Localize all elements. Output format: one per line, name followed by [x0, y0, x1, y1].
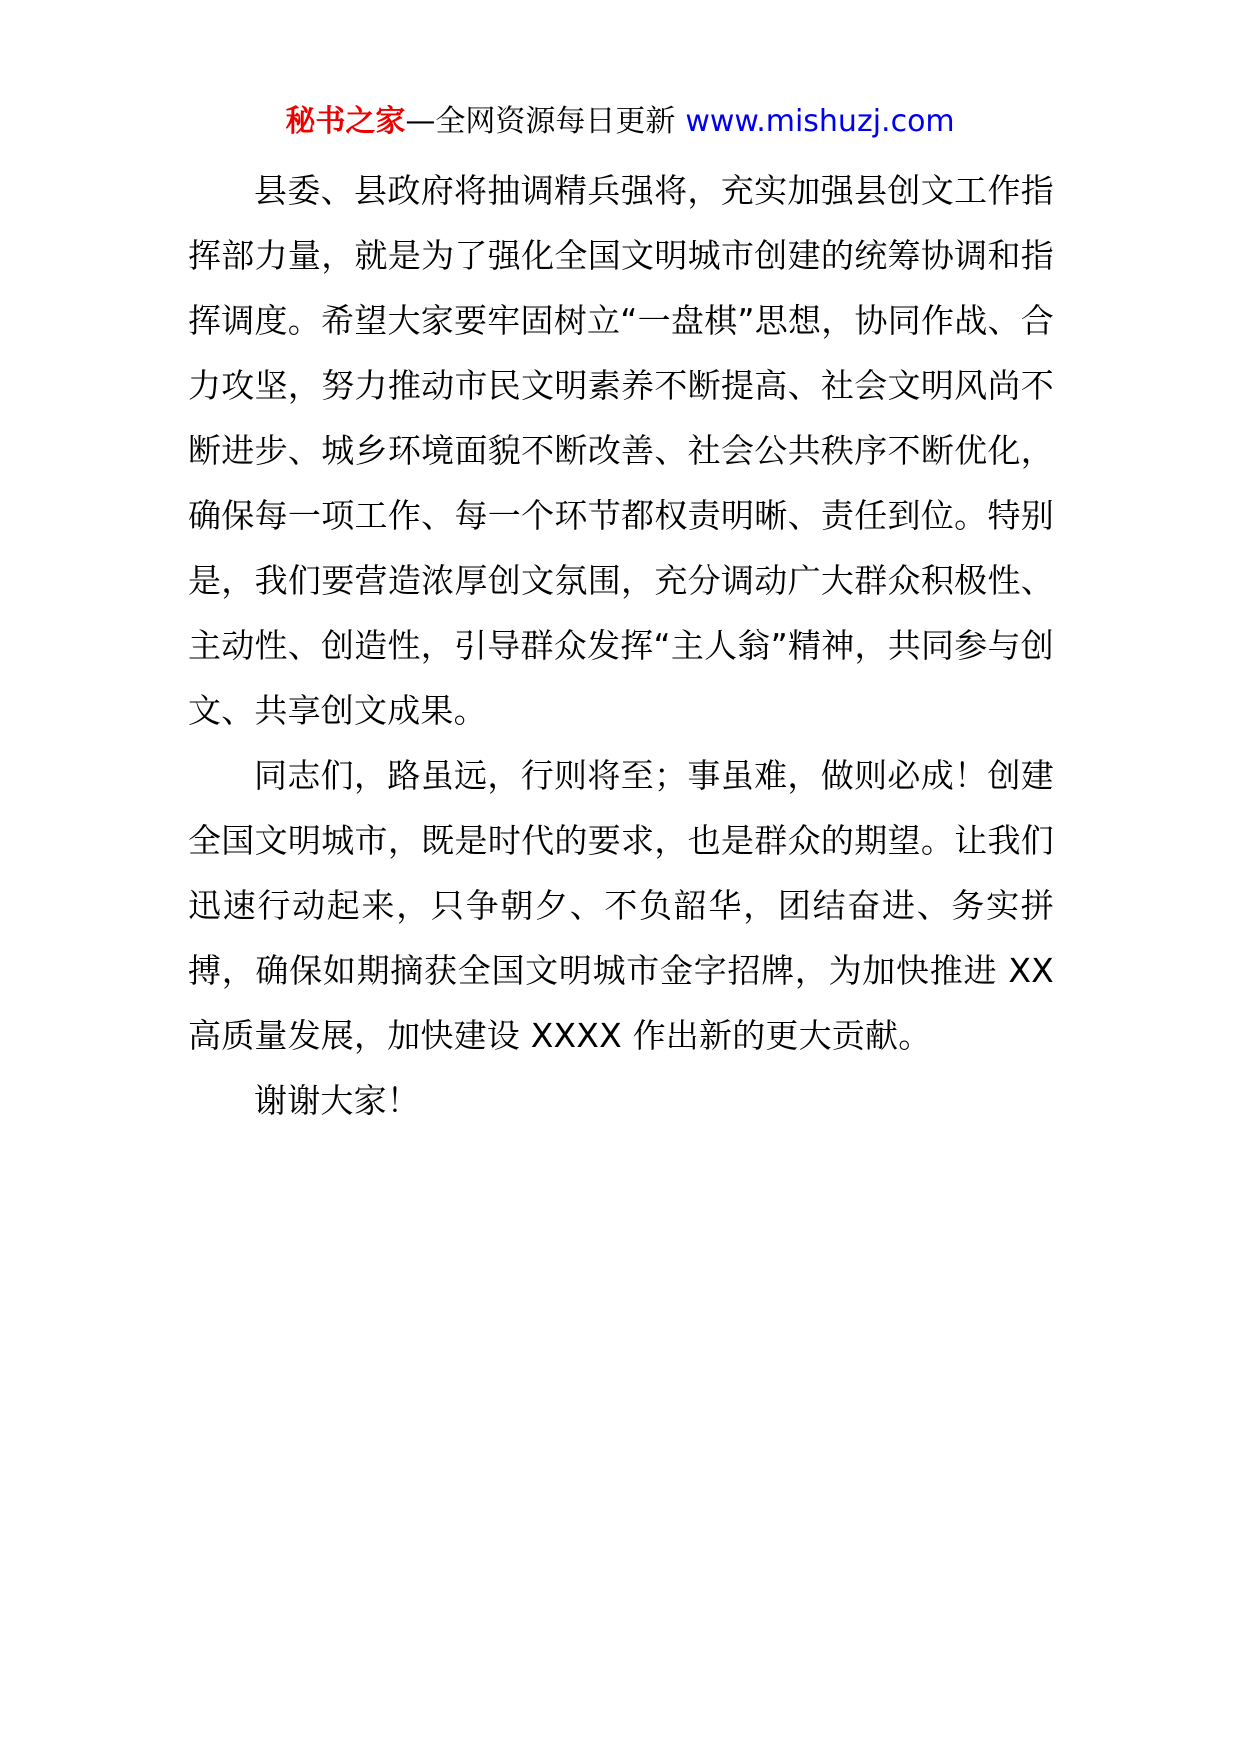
paragraph-command-structure: 县委、县政府将抽调精兵强将，充实加强县创文工作指挥部力量，就是为了强化全国文明城市创建的统筹协调和指挥调度。希望大家要牢固树立“一盘棋”思想，协同作战、合力攻坚，努力推动市民文明素养不断提高、社会文明风尚不断进步、城乡环境面貌不断改善、社会公共秩序不断优化，确保每一项工作、每一个环节都权责明晰、责任到位。特别是，我们要营造浓厚创文氛围，充分调动广大群众积极性、主动性、创造性，引导群众发挥“主人翁”精神，共同参与创文、共享创文成果。: [188, 171, 1054, 730]
site-tagline: —全网资源每日更新: [405, 104, 676, 139]
site-url-link[interactable]: www.mishuzj.com: [685, 104, 955, 139]
document-body: [188, 158, 1054, 1133]
paragraph-closing-thanks: 谢谢大家！: [254, 1081, 420, 1120]
site-brand: 秘书之家: [285, 104, 406, 139]
paragraph-call-to-action: 同志们，路虽远，行则将至；事虽难，做则必成！创建全国文明城市，既是时代的要求，也是群众的期望。让我们迅速行动起来，只争朝夕、不负韶华，团结奋进、务实拼搏，确保如期摘获全国文明城市金字招牌，为加快推进 XX 高质量发展，加快建设 XXXX 作出新的更大贡献。: [188, 756, 1054, 1055]
page-header: [0, 100, 1240, 144]
